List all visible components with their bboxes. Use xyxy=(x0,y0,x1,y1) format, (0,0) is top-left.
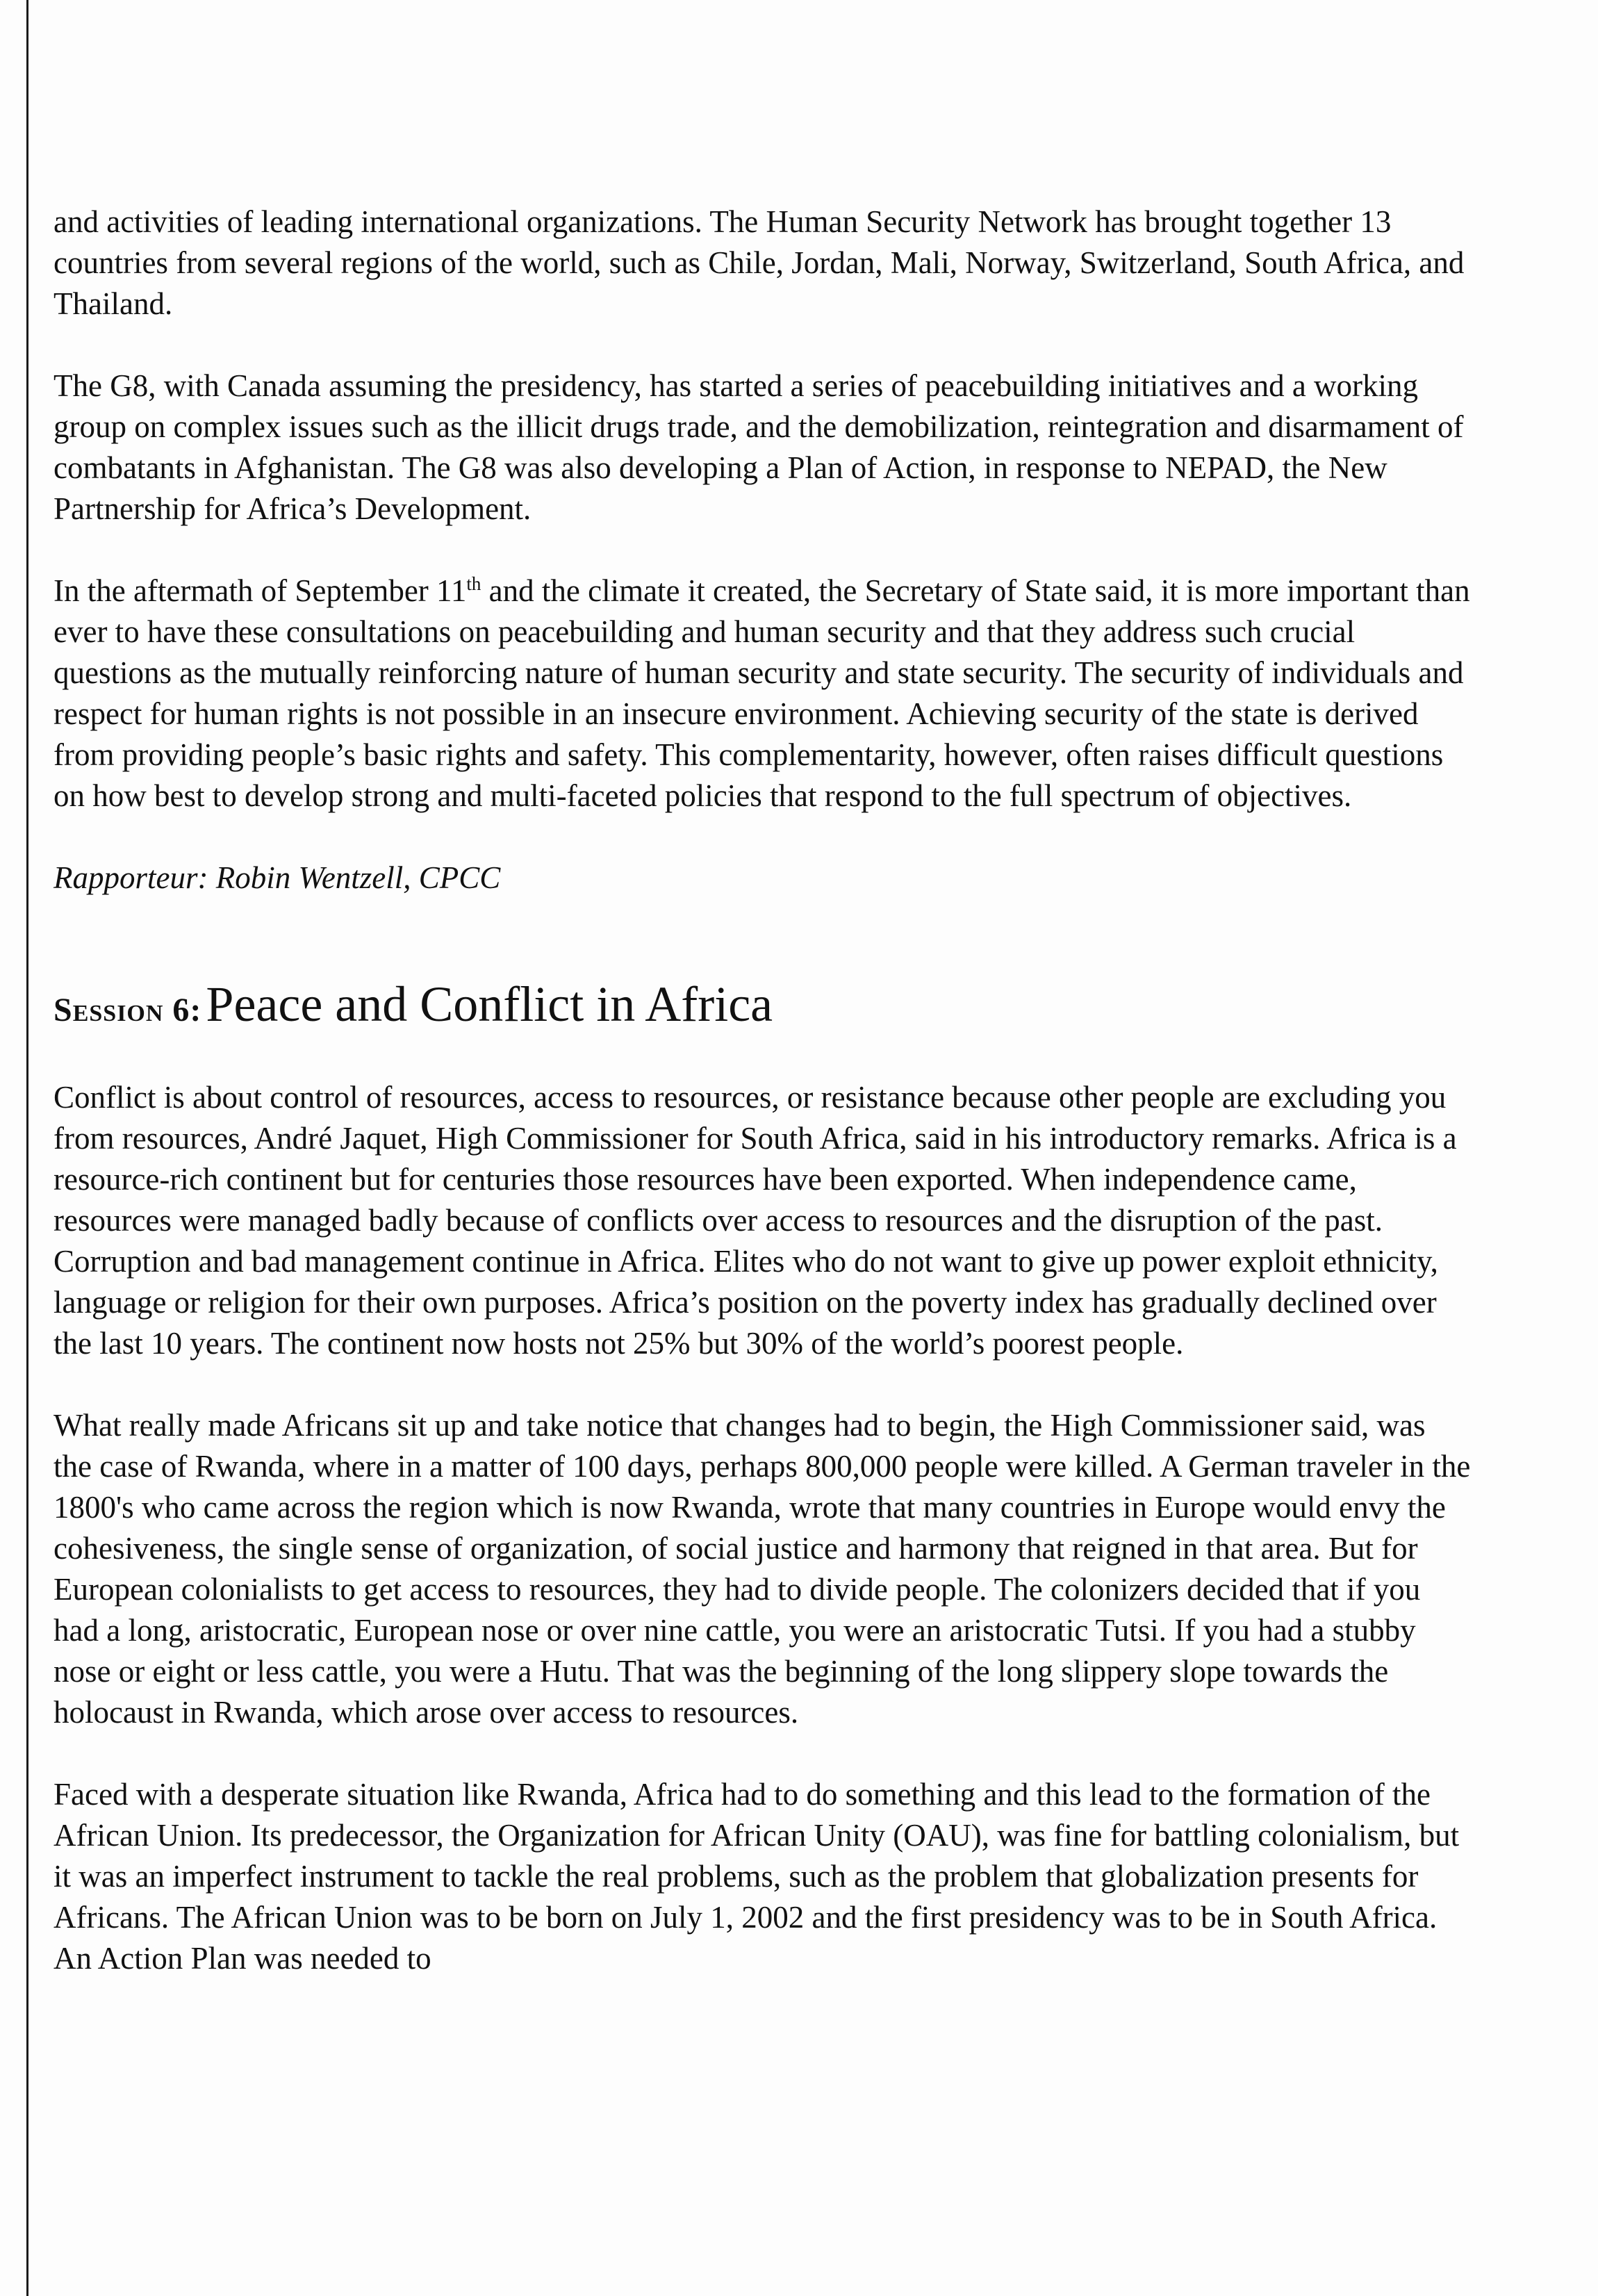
paragraph-september-11-start: In the aftermath of September 11 xyxy=(53,573,467,608)
ordinal-superscript: th xyxy=(466,573,481,594)
rapporteur-line: Rapporteur: Robin Wentzell, CPCC xyxy=(53,860,501,895)
session-title: Peace and Conflict in Africa xyxy=(206,976,773,1032)
paragraph-african-union: Faced with a desperate situation like Rwanda, Africa had to do something and this lead to the formation of the African Union. Its predecessor, the Organization for African Unity (OAU), was fine for battling colonialism, but it was an imperfect instrument to tackle the real problems, such as the problem that globalization presents for Africans. The African Union was to be born on July 1, 2002 and the first presidency was to be in South Africa. An Action Plan was needed to xyxy=(53,1777,1460,1976)
session-label: Session 6: xyxy=(53,992,202,1028)
paragraph-g8: The G8, with Canada assuming the presidency, has started a series of peacebuilding initiatives and a working group on complex issues such as the illicit drugs trade, and the demobilization, reintegration and disarmament of combatants in Afghanistan. The G8 was also developing a Plan of Action, in response to NEPAD, the New Partnership for Africa’s Development. xyxy=(53,368,1464,526)
session-heading xyxy=(53,976,1471,1044)
left-margin-rule xyxy=(26,0,28,2296)
document-body xyxy=(53,202,1471,1979)
paragraph-rwanda: What really made Africans sit up and take notice that changes had to begin, the High Commissioner said, was the case of Rwanda, where in a matter of 100 days, perhaps 800,000 people were killed. A German traveler in the 1800's who came across the region which is now Rwanda, wrote that many countries in Europe would envy the cohesiveness, the single sense of organization, of social justice and harmony that reigned in that area. But for European colonialists to get access to resources, they had to divide people. The colonizers decided that if you had a long, aristocratic, European nose or over nine cattle, you were an aristocratic Tutsi. If you had a stubby nose or eight or less cattle, you were a Hutu. That was the beginning of the long slippery slope towards the holocaust in Rwanda, which arose over access to resources. xyxy=(53,1408,1471,1730)
paragraph-september-11-rest: and the climate it created, the Secretary of State said, it is more important than ever to have these consultations on peacebuilding and human security and that they address such crucial questions as the mutually reinforcing nature of human security and state security. The security of individuals and respect for human rights is not possible in an insecure environment. Achieving security of the state is derived from providing people’s basic rights and safety. This complementarity, however, often raises difficult questions on how best to develop strong and multi-faceted policies that respond to the full spectrum of objectives. xyxy=(53,573,1470,813)
paragraph-human-security-network: and activities of leading international organizations. The Human Security Network has brought together 13 countries from several regions of the world, such as Chile, Jordan, Mali, Norway, Switzerland, South Africa, and Thailand. xyxy=(53,204,1465,321)
paragraph-september-11 xyxy=(53,571,1471,817)
paragraph-conflict-resources: Conflict is about control of resources, access to resources, or resistance because other people are excluding you from resources, André Jaquet, High Commissioner for South Africa, said in his introductory remarks. Africa is a resource-rich continent but for centuries those resources have been exported. When independence came, resources were managed badly because of conflicts over access to resources and the disruption of the past. Corruption and bad management continue in Africa. Elites who do not want to give up power exploit ethnicity, language or religion for their own purposes. Africa’s position on the poverty index has gradually declined over the last 10 years. The continent now hosts not 25% but 30% of the world’s poorest people. xyxy=(53,1080,1457,1361)
